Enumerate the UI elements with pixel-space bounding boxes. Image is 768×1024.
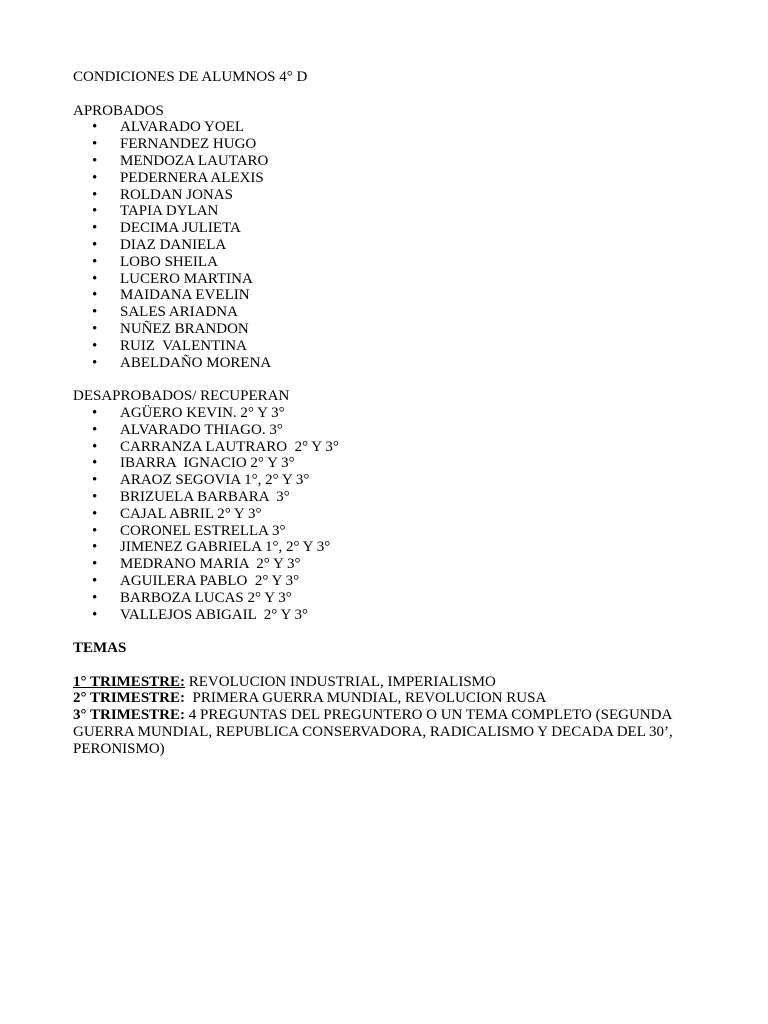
- bullet-icon: •: [92, 337, 98, 354]
- bullet-icon: •: [92, 186, 98, 203]
- approved-student-text: SALES ARIADNA: [120, 304, 238, 321]
- trimester-2: [73, 690, 703, 707]
- bullet-icon: •: [92, 606, 98, 623]
- approved-student-text: ROLDAN JONAS: [120, 186, 233, 203]
- approved-student-text: LUCERO MARTINA: [120, 270, 253, 287]
- spacer: [73, 623, 703, 640]
- approved-student: [73, 170, 703, 187]
- bullet-icon: •: [92, 236, 98, 253]
- failed-student-text: MEDRANO MARIA 2° Y 3°: [120, 556, 301, 573]
- spacer: [73, 371, 703, 388]
- failed-student-text: BRIZUELA BARBARA 3°: [120, 488, 290, 505]
- approved-list: [73, 119, 703, 371]
- approved-student: [73, 287, 703, 304]
- bullet-icon: •: [92, 488, 98, 505]
- bullet-icon: •: [92, 270, 98, 287]
- failed-student: [73, 607, 703, 624]
- trimester-2-label: 2° TRIMESTRE:: [73, 690, 185, 707]
- approved-student: [73, 254, 703, 271]
- failed-student: [73, 539, 703, 556]
- failed-student: [73, 472, 703, 489]
- bullet-icon: •: [92, 455, 98, 472]
- trimester-3-text: 4 PREGUNTAS DEL PREGUNTERO O UN TEMA COMPLETO (SEGUNDA GUERRA MUNDIAL, REPUBLICA CONSERVADORA, RADICALISMO Y DECADA DEL 30’, PERONISMO): [73, 707, 677, 757]
- bullet-icon: •: [92, 505, 98, 522]
- bullet-icon: •: [92, 404, 98, 421]
- approved-student: [73, 220, 703, 237]
- approved-student-text: FERNANDEZ HUGO: [120, 136, 257, 153]
- approved-student-text: ALVARADO YOEL: [120, 119, 245, 136]
- approved-student-text: PEDERNERA ALEXIS: [120, 169, 264, 186]
- bullet-icon: •: [92, 354, 98, 371]
- approved-student: [73, 187, 703, 204]
- bullet-icon: •: [92, 421, 98, 438]
- spacer: [73, 657, 703, 674]
- bullet-icon: •: [92, 203, 98, 220]
- approved-student-text: DIAZ DANIELA: [120, 236, 227, 253]
- approved-student-text: DECIMA JULIETA: [120, 220, 241, 237]
- bullet-icon: •: [92, 472, 98, 489]
- trimester-1: [73, 674, 703, 691]
- bullet-icon: •: [92, 539, 98, 556]
- document-title: CONDICIONES DE ALUMNOS 4° D: [73, 69, 308, 85]
- approved-student: [73, 119, 703, 136]
- spacer: [73, 86, 703, 103]
- bullet-icon: •: [92, 572, 98, 589]
- bullet-icon: •: [92, 220, 98, 237]
- approved-student: [73, 321, 703, 338]
- approved-student: [73, 355, 703, 372]
- approved-student: [73, 203, 703, 220]
- bullet-icon: •: [92, 136, 98, 153]
- bullet-icon: •: [92, 253, 98, 270]
- approved-student: [73, 304, 703, 321]
- bullet-icon: •: [92, 119, 98, 136]
- failed-student-text: AGUILERA PABLO 2° Y 3°: [120, 572, 300, 589]
- bullet-icon: •: [92, 556, 98, 573]
- failed-heading: DESAPROBADOS/ RECUPERAN: [73, 388, 290, 405]
- failed-student-text: JIMENEZ GABRIELA 1°, 2° Y 3°: [120, 539, 331, 556]
- approved-heading: APROBADOS: [73, 102, 164, 119]
- bullet-icon: •: [92, 169, 98, 186]
- trimester-1-label: 1° TRIMESTRE:: [73, 673, 185, 690]
- failed-student-text: IBARRA IGNACIO 2° Y 3°: [120, 455, 295, 472]
- failed-student-text: CORONEL ESTRELLA 3°: [120, 522, 286, 539]
- bullet-icon: •: [92, 320, 98, 337]
- approved-student-text: RUIZ VALENTINA: [120, 337, 247, 354]
- failed-student-text: ALVARADO THIAGO. 3°: [120, 421, 283, 438]
- failed-student-text: ARAOZ SEGOVIA 1°, 2° Y 3°: [120, 472, 310, 489]
- failed-student: [73, 405, 703, 422]
- failed-student-text: BARBOZA LUCAS 2° Y 3°: [120, 589, 292, 606]
- failed-student-text: AGÜERO KEVIN. 2° Y 3°: [120, 404, 285, 421]
- trimester-3: [73, 707, 703, 757]
- failed-student: [73, 590, 703, 607]
- trimester-2-text: PRIMERA GUERRA MUNDIAL, REVOLUCION RUSA: [185, 690, 547, 707]
- document-body: [73, 69, 703, 758]
- approved-student-text: TAPIA DYLAN: [120, 203, 219, 220]
- bullet-icon: •: [92, 438, 98, 455]
- failed-student: [73, 523, 703, 540]
- failed-student: [73, 506, 703, 523]
- approved-student: [73, 136, 703, 153]
- failed-student: [73, 489, 703, 506]
- approved-student-text: MAIDANA EVELIN: [120, 287, 250, 304]
- bullet-icon: •: [92, 304, 98, 321]
- failed-list: [73, 405, 703, 623]
- topics-heading: TEMAS: [73, 640, 127, 657]
- failed-student-text: CARRANZA LAUTRARO 2° Y 3°: [120, 438, 339, 455]
- failed-student-text: VALLEJOS ABIGAIL 2° Y 3°: [120, 606, 308, 623]
- approved-student-text: ABELDAÑO MORENA: [120, 354, 272, 371]
- bullet-icon: •: [92, 522, 98, 539]
- approved-student: [73, 338, 703, 355]
- failed-student: [73, 556, 703, 573]
- bullet-icon: •: [92, 589, 98, 606]
- bullet-icon: •: [92, 287, 98, 304]
- trimester-1-text: REVOLUCION INDUSTRIAL, IMPERIALISMO: [185, 673, 496, 690]
- failed-student: [73, 439, 703, 456]
- approved-student: [73, 237, 703, 254]
- approved-student-text: LOBO SHEILA: [120, 253, 218, 270]
- failed-student: [73, 422, 703, 439]
- failed-student-text: CAJAL ABRIL 2° Y 3°: [120, 505, 262, 522]
- failed-student: [73, 455, 703, 472]
- bullet-icon: •: [92, 152, 98, 169]
- approved-student-text: MENDOZA LAUTARO: [120, 152, 269, 169]
- approved-student-text: NUÑEZ BRANDON: [120, 320, 249, 337]
- approved-student: [73, 271, 703, 288]
- failed-student: [73, 573, 703, 590]
- approved-student: [73, 153, 703, 170]
- trimester-3-label: 3° TRIMESTRE:: [73, 707, 185, 724]
